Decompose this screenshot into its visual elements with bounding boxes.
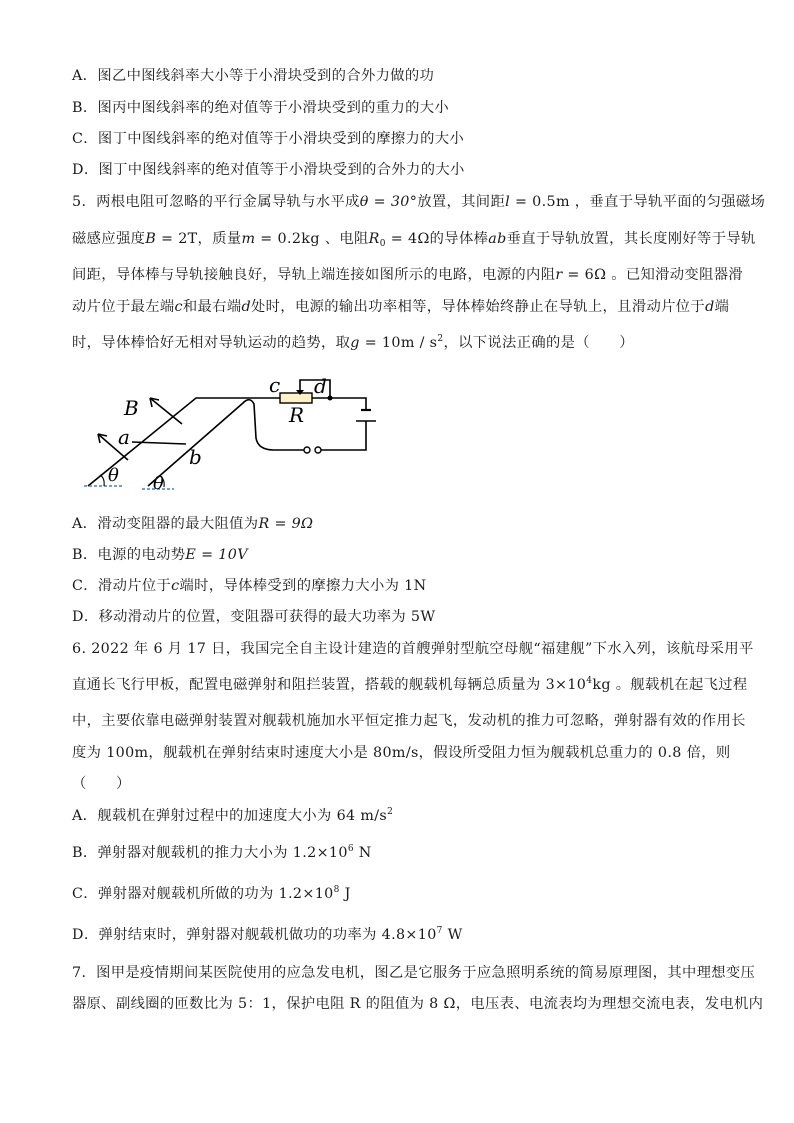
- q7-stem-line-2: 器原、副线圈的匝数比为 5：1，保护电阻 R 的阻值为 8 Ω，电压表、电流表均为理想交流电表，发电机内: [72, 996, 764, 1012]
- label-a: a: [118, 425, 130, 449]
- q5-stem-line-4: 动片位于最左端c和最右端d处时，电源的输出功率相等，导体棒始终静止在导轨上，且滑动片位于d端: [72, 299, 730, 315]
- q5-option-c: C．滑动片位于c端时，导体棒受到的摩擦力大小为 1N: [72, 578, 427, 594]
- label-r: R: [289, 403, 305, 427]
- label-theta-2: θ: [153, 473, 164, 494]
- q6-stem-line-4: 度为 100m，舰载机在弹射结束时速度大小是 80m/s，假设所受阻力恒为舰载机总重力的 0.8 倍，则: [72, 745, 731, 761]
- q5-circuit-figure: [78, 368, 398, 498]
- wire-upper-right: [330, 398, 366, 410]
- q6-stem-line-2: 直通长飞行甲板，配置电磁弹射和阻拦装置，搭载的舰载机每辆总质量为 $3\times 10^4kg$ 。舰载机在起飞过程: [72, 676, 748, 693]
- q5-option-a: A．滑动变阻器的最大阻值为R = 9Ω: [72, 516, 314, 532]
- q5-stem-line-1: 5．两根电阻可忽略的平行金属导轨与水平成θ = 30°放置，其间距l = 0.5m ，垂直于导轨平面的匀强磁场: [72, 194, 766, 210]
- b-field-arrow-upper: [150, 398, 182, 424]
- q5-stem-line-2: 磁感应强度B = 2T，质量m = 0.2kg 、电阻$R_0 = 4\Omega$的导体棒ab垂直于导轨放置，其长度刚好等于导轨: [72, 231, 756, 249]
- q5-option-b: B．电源的电动势E = 10V: [72, 547, 248, 563]
- q6-stem-line-3: 中，主要依靠电磁弹射装置对舰载机施加水平恒定推力起飞，发动机的推力可忽略，弹射器有效的作用长: [72, 713, 746, 729]
- q6-option-a: A．舰载机在弹射过程中的加速度大小为 64 $m/s^2$: [72, 807, 394, 824]
- q5-stem-line-3: 间距，导体棒与导轨接触良好，导轨上端连接如图所示的电路，电源的内阻r = 6Ω 。已知滑动变阻器滑: [72, 267, 744, 283]
- q6-stem-line-5: （ ）: [72, 776, 131, 792]
- q5-stem-line-5: 时，导体棒恰好无相对导轨运动的趋势，取$g = 10m / s^2$，以下说法正确的是（ ）: [72, 334, 634, 351]
- switch-terminal-left: [304, 447, 310, 453]
- switch-terminal-right: [315, 447, 321, 453]
- label-b: b: [189, 445, 202, 469]
- label-b-field: B: [124, 396, 139, 420]
- q5-option-d: D．移动滑动片的位置，变阻器可获得的最大功率为 5W: [72, 609, 436, 625]
- label-theta-1: θ: [108, 465, 119, 486]
- q4-option-b: B．图丙中图线斜率的绝对值等于小滑块受到的重力的大小: [72, 100, 450, 116]
- wire-lower-right: [318, 421, 366, 450]
- q6-option-b: B．弹射器对舰载机的推力大小为 $1.2\times 10^6$ N: [72, 844, 372, 861]
- q6-option-c: C．弹射器对舰载机所做的功为 $1.2\times 10^8$ J: [72, 885, 351, 902]
- label-d: d: [314, 374, 327, 398]
- q4-option-c: C．图丁中图线斜率的绝对值等于小滑块受到的摩擦力的大小: [72, 131, 465, 147]
- q6-option-d: D．弹射结束时，弹射器对舰载机做功的功率为 $4.8\times 10^7$ W: [72, 926, 463, 943]
- q7-stem-line-1: 7．图甲是疫情期间某医院使用的应急发电机，图乙是它服务于应急照明系统的简易原理图，其中理想变压: [72, 965, 756, 981]
- q4-option-a: A．图乙中图线斜率大小等于小滑块受到的合外力做的功: [72, 68, 435, 84]
- junction-dot: [328, 396, 333, 401]
- resistor-r: [280, 393, 312, 403]
- label-c: c: [269, 373, 281, 397]
- q6-stem-line-1: 6. 2022 年 6 月 17 日，我国完全自主设计建造的首艘弹射型航空母舰“福建舰”下水入列，该航母采用平: [72, 641, 754, 657]
- q4-option-d: D．图丁中图线斜率的绝对值等于小滑块受到的合外力的大小: [72, 162, 465, 178]
